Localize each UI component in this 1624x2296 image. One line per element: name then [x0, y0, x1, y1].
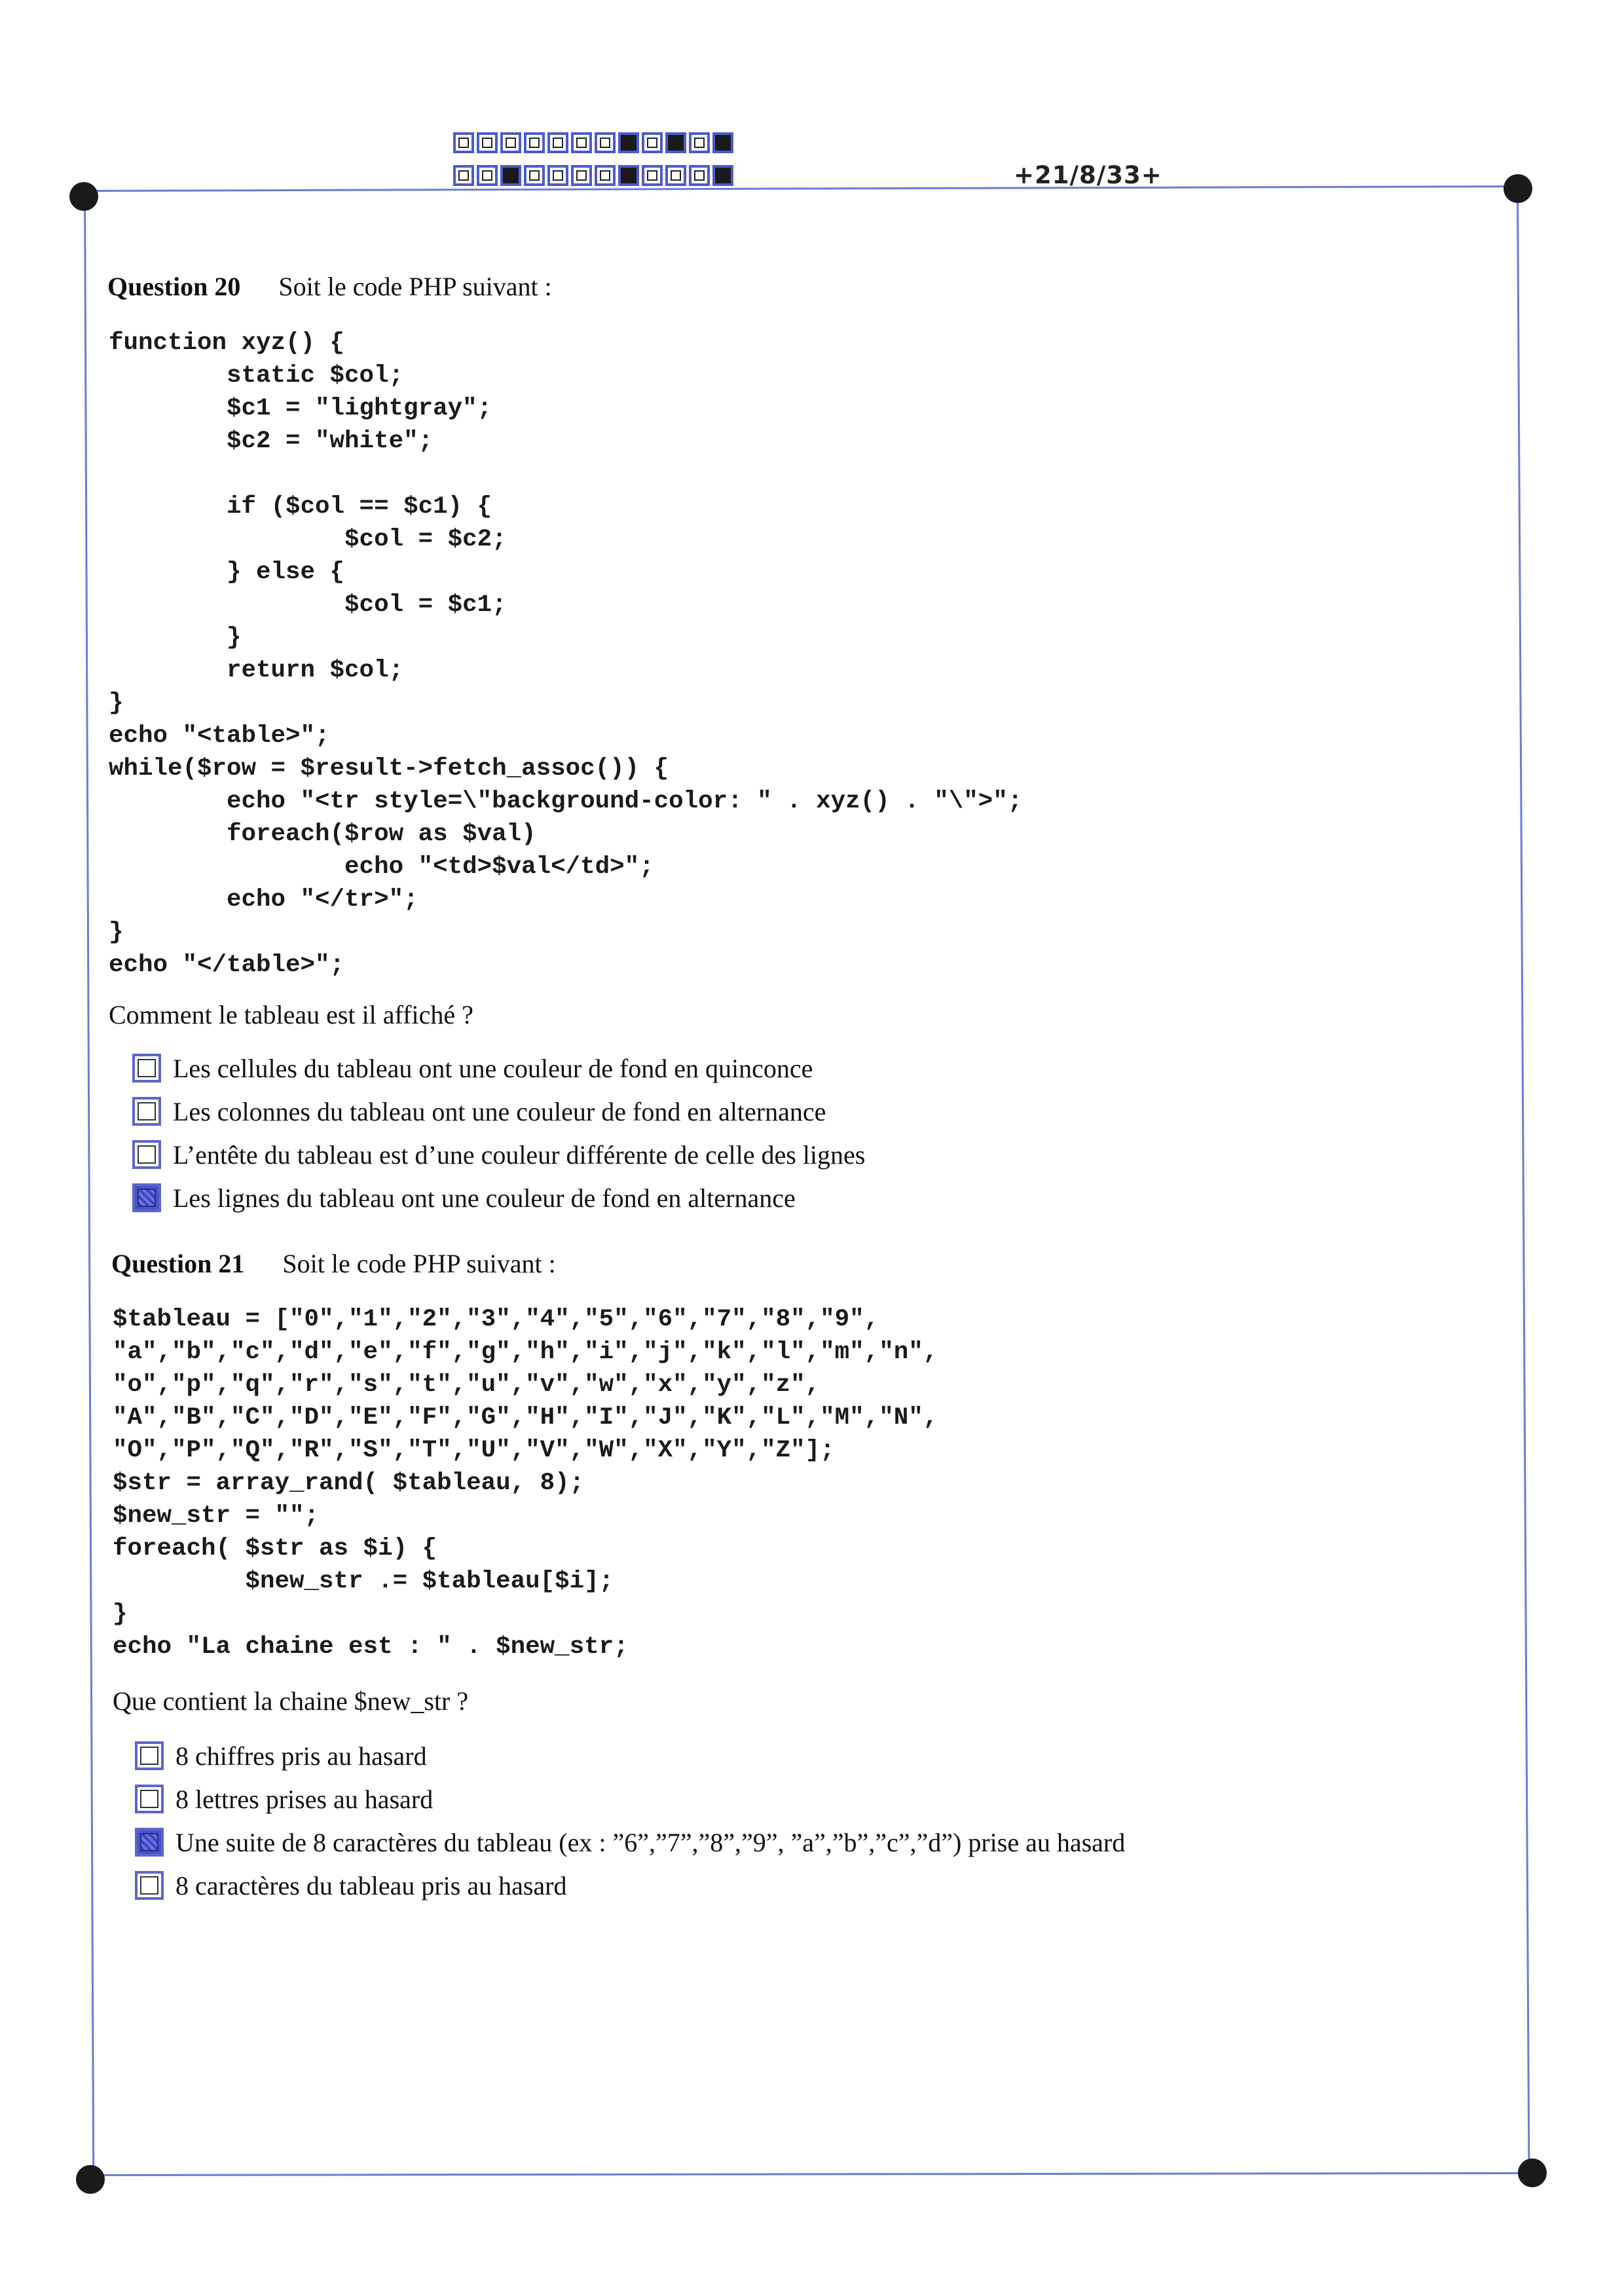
id-box	[477, 165, 498, 186]
answer-option[interactable]	[135, 1821, 1125, 1864]
page-identifier: +21/8/33+	[1014, 161, 1162, 189]
corner-mark-bottom-right	[1518, 2158, 1547, 2187]
id-box	[665, 132, 686, 153]
id-box	[547, 165, 568, 186]
question-21-prompt: Que contient la chaine $new_str ?	[113, 1686, 469, 1716]
question-intro: Soit le code PHP suivant :	[278, 272, 552, 301]
answer-label: 8 chiffres pris au hasard	[175, 1741, 427, 1771]
question-number: Question 21	[111, 1249, 245, 1278]
answer-checkbox-checked[interactable]	[132, 1183, 161, 1212]
answer-label: L’entête du tableau est d’une couleur différente de celle des lignes	[173, 1139, 866, 1170]
corner-mark-bottom-left	[76, 2165, 105, 2194]
id-box	[642, 132, 663, 153]
id-box	[665, 165, 686, 186]
answer-option[interactable]	[132, 1090, 865, 1133]
question-intro: Soit le code PHP suivant :	[282, 1249, 556, 1278]
answer-checkbox[interactable]	[135, 1785, 164, 1813]
id-box	[500, 132, 521, 153]
answer-checkbox[interactable]	[135, 1741, 164, 1770]
answer-option[interactable]	[132, 1046, 865, 1090]
id-box	[453, 132, 474, 153]
answer-label: Les colonnes du tableau ont une couleur de fond en alternance	[173, 1096, 826, 1126]
id-box	[689, 132, 710, 153]
answer-option[interactable]	[135, 1734, 1125, 1777]
answer-label: Les lignes du tableau ont une couleur de fond en alternance	[173, 1183, 796, 1213]
corner-mark-top-left	[69, 182, 98, 211]
question-21-answers	[135, 1734, 1125, 1907]
question-number: Question 20	[107, 272, 241, 301]
id-box	[547, 132, 568, 153]
id-box	[712, 132, 733, 153]
id-box	[571, 165, 592, 186]
frame-right-line	[1517, 189, 1530, 2173]
frame-bottom-line	[92, 2172, 1528, 2176]
frame-top-line	[84, 185, 1518, 192]
answer-checkbox-checked[interactable]	[135, 1828, 164, 1857]
answer-label: 8 caractères du tableau pris au hasard	[175, 1870, 567, 1900]
id-box	[477, 132, 498, 153]
question-20-prompt: Comment le tableau est il affiché ?	[109, 1000, 473, 1029]
id-box	[689, 165, 710, 186]
answer-option[interactable]	[135, 1777, 1125, 1821]
id-box	[595, 132, 616, 153]
answer-checkbox[interactable]	[135, 1871, 164, 1900]
id-boxes-row-2	[453, 165, 733, 186]
id-box	[712, 165, 733, 186]
answer-option[interactable]	[132, 1176, 865, 1219]
corner-mark-top-right	[1504, 174, 1532, 203]
question-21-code: $tableau = ["0","1","2","3","4","5","6","7","8","9", "a","b","c","d","e","f","g","h","i","j","k","l","m","n", "o","p","q","r","s","t","u","v","w","x","y","z", "A","B","C","D","E","F","G","H","I","J","K","L","M","N", "O","P","Q","R","S","T","U","V","W","X","Y","Z"]; $str = array_rand( $tableau, 8); $new_str = ""; foreach( $str as $i) { $new_str .= $tableau[$i]; } echo "La chaine est : " . $new_str;	[113, 1306, 938, 1661]
id-box	[571, 132, 592, 153]
answer-checkbox[interactable]	[132, 1140, 161, 1169]
id-box	[524, 165, 545, 186]
id-box	[524, 132, 545, 153]
id-box	[453, 165, 474, 186]
id-box	[618, 132, 639, 153]
question-20-code: function xyz() { static $col; $c1 = "lightgray"; $c2 = "white"; if ($col == $c1) { $col = $c2; } else { $col = $c1; } return $col; } echo "<table>"; while($row = $result->fetch_assoc()) { echo "<tr style=\"background-color: " . xyz() . "\">"; foreach($row as $val) echo "<td>$val</td>"; echo "</tr>"; } echo "</table>";	[109, 329, 1023, 979]
frame-left-line	[84, 190, 94, 2176]
answer-checkbox[interactable]	[132, 1097, 161, 1126]
answer-checkbox[interactable]	[132, 1054, 161, 1083]
id-box	[595, 165, 616, 186]
answer-label: Les cellules du tableau ont une couleur de fond en quinconce	[173, 1053, 813, 1083]
id-boxes-row-1	[453, 132, 733, 153]
answer-label: 8 lettres prises au hasard	[175, 1784, 434, 1814]
question-21-header	[111, 1248, 556, 1280]
id-box	[618, 165, 639, 186]
answer-option[interactable]	[135, 1864, 1125, 1907]
id-box	[500, 165, 521, 186]
answer-option[interactable]	[132, 1133, 865, 1176]
question-20-header	[107, 271, 552, 303]
answer-label: Une suite de 8 caractères du tableau (ex : ”6”,”7”,”8”,”9”, ”a”,”b”,”c”,”d”) prise au hasard	[175, 1827, 1126, 1857]
id-box	[642, 165, 663, 186]
question-20-answers	[132, 1046, 865, 1219]
